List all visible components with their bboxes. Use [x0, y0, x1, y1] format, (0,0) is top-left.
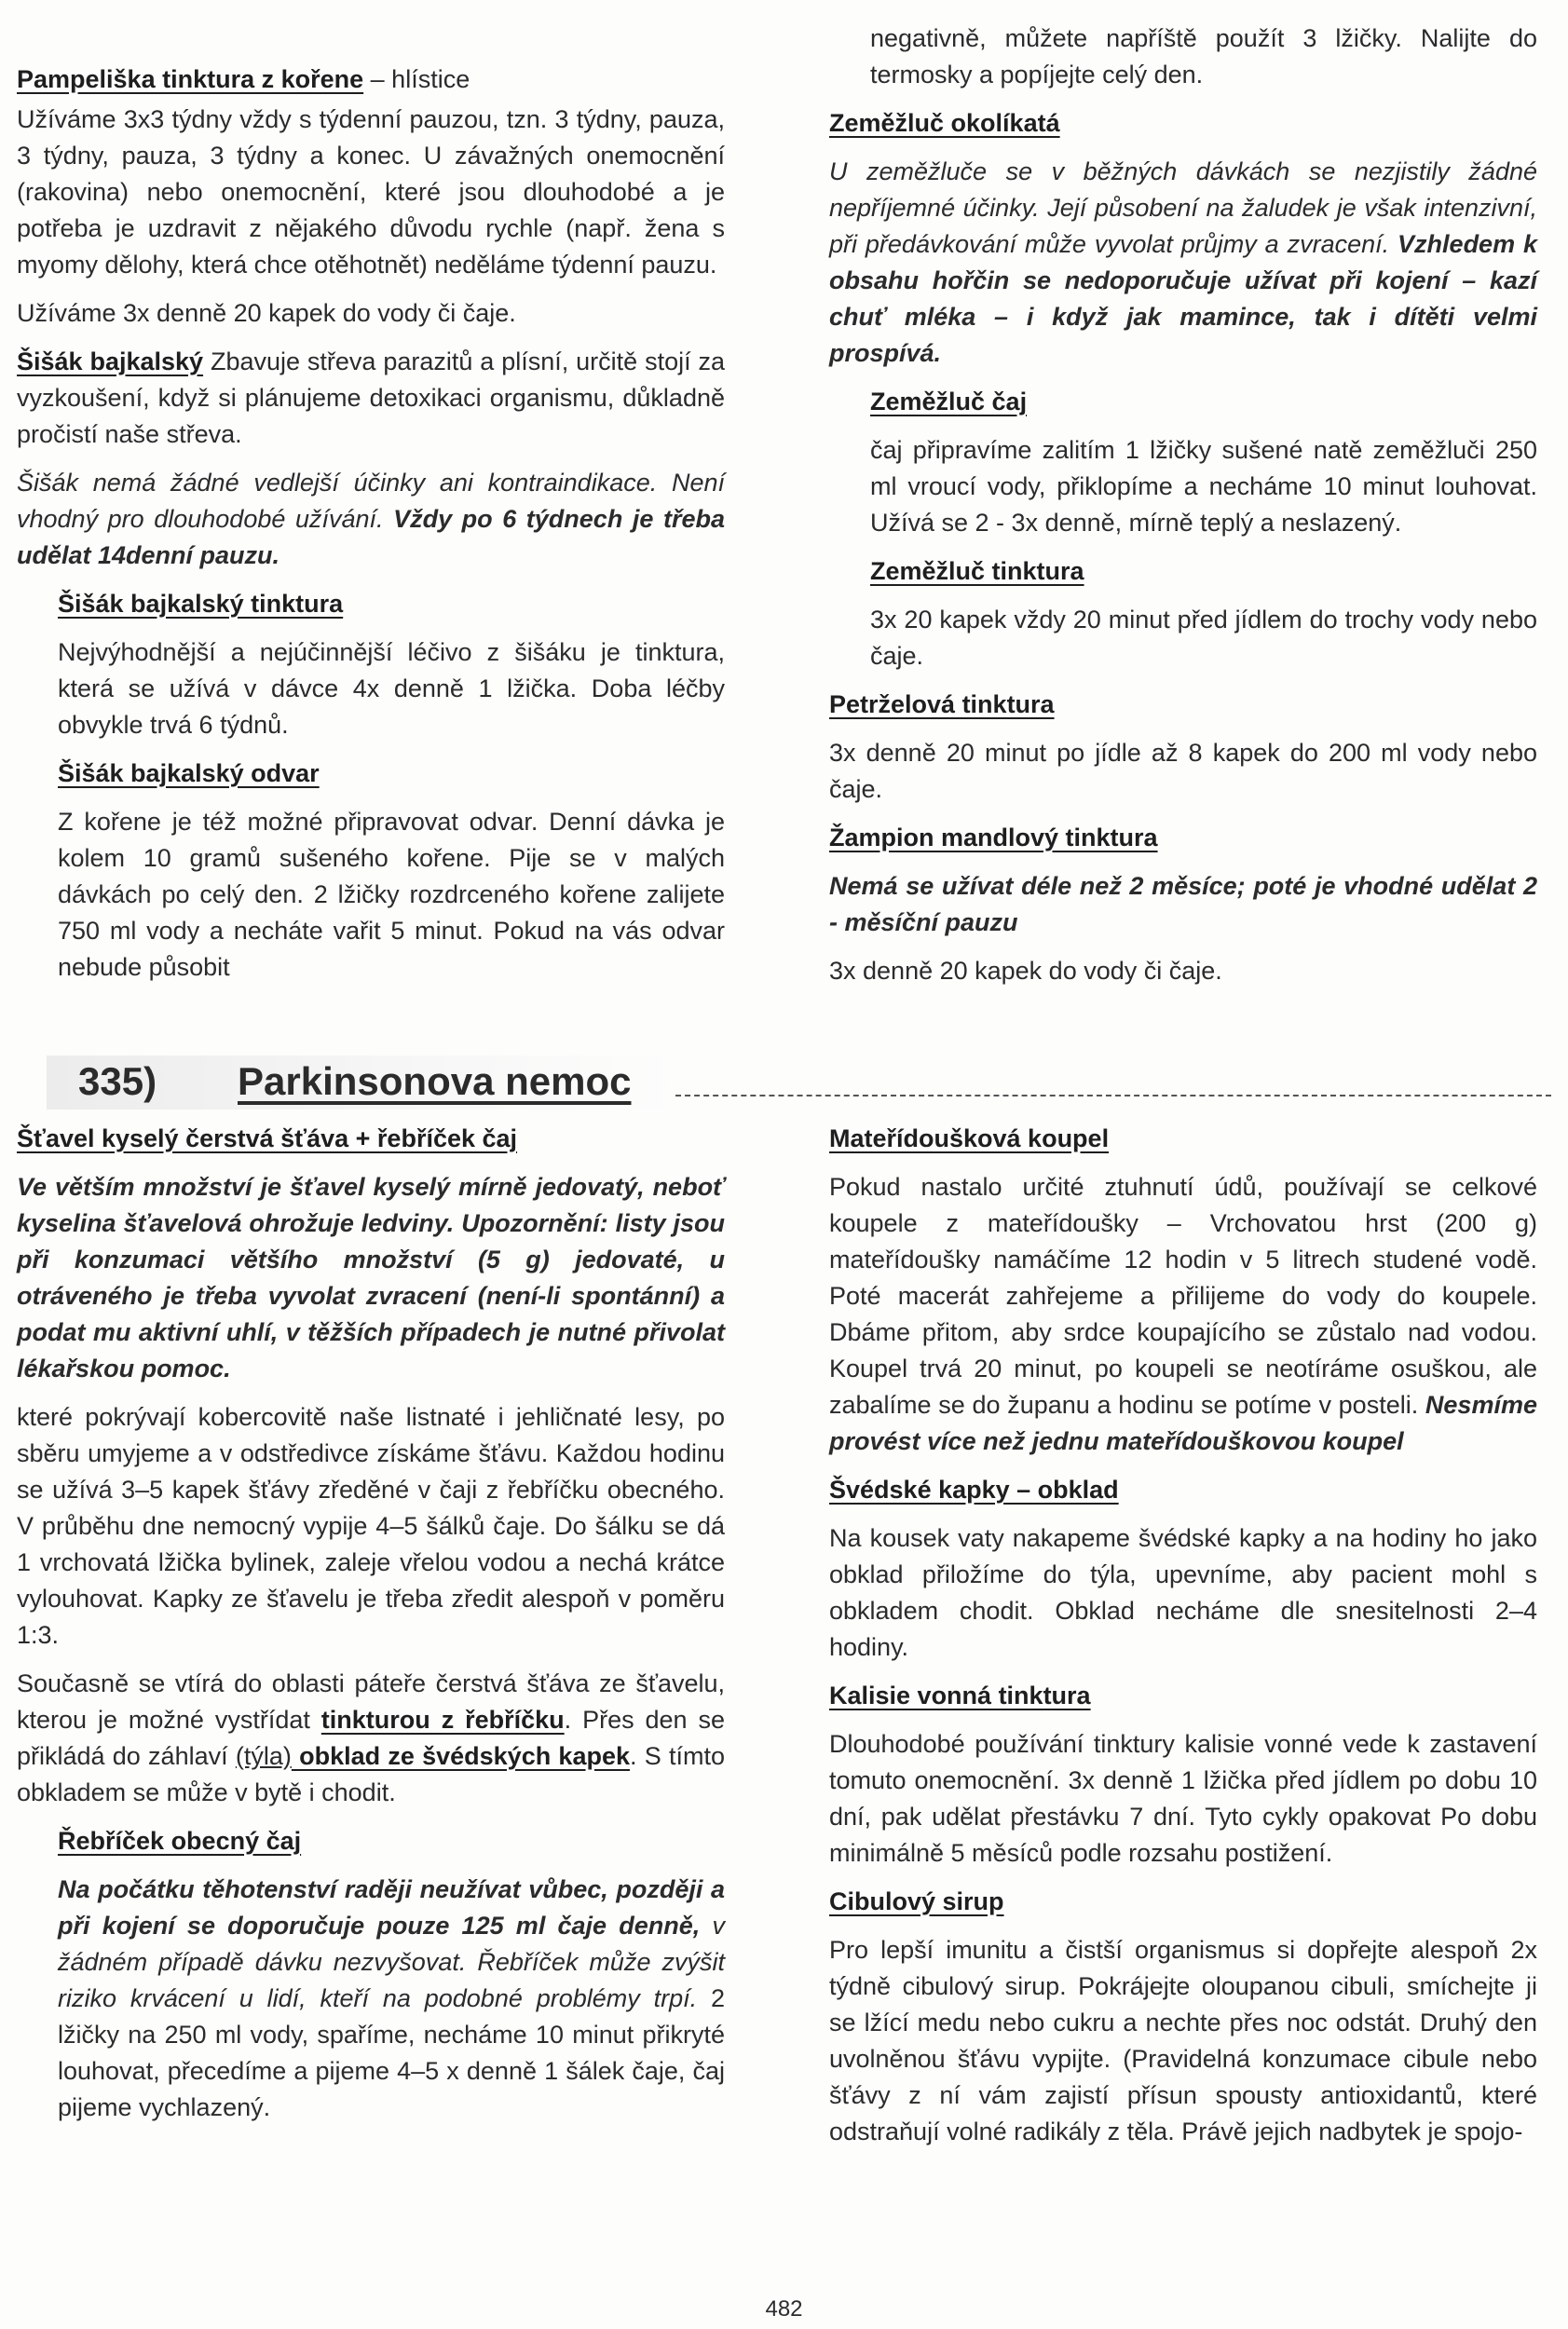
- zemezluc-bold-italic: Vzhledem k obsahu hořčin se nedoporučuje užívat při kojení – kazí chuť mléka – i když jak mamince, tak i dítěti velmi prospívá.: [829, 230, 1537, 367]
- rebricek-heading: Řebříček obecný čaj: [58, 1827, 302, 1855]
- stavel-paragraph-2: [17, 1666, 725, 1811]
- sisak-text: Zbavuje střeva parazitů a plísní, určitě stojí za vyzkoušení, když si plánujeme detoxikaci organismu, důkladně pročistí naše střeva.: [17, 347, 725, 448]
- materidouska-text: Pokud nastalo určité ztuhnutí údů, používají se celkové koupele z mateřídoušky – Vrchovatou hrst (200 g) mateřídoušky namáčíme 12 hodin v 5 litrech studené vodě. Poté macerát zahřejeme a přilijeme do vody do koupele. Dbáme přitom, aby srdce koupajícího se zůstalo nad vodou. Koupel trvá 20 minut, po koupeli se neotíráme osuškou, ale zabalíme se do županu a hodinu se potíme v posteli.: [829, 1173, 1537, 1419]
- zemezluc-italic: U zeměžluče se v běžných dávkách se nezjistily žádné nepříjemné účinky. Její působení na žaludek je však intenzivní, při předávkování může vyvolat průjmy a zvracení.: [829, 157, 1537, 258]
- page-number: 482: [765, 2296, 803, 2322]
- sisak-heading: Šišák bajkalský: [17, 347, 204, 375]
- zemezluc-tinktura-heading: Zeměžluč tinktura: [870, 557, 1084, 585]
- pampeliska-heading: Pampeliška tinktura z kořene: [17, 65, 364, 93]
- rebricek-paragraph: [58, 1872, 725, 2126]
- sisak-odvar-text: Z kořene je též možné připravovat odvar. Denní dávka je kolem 10 gramů sušeného kořene. Pije se v malých dávkách po celý den. 2 lžičky rozdrceného kořene zalijete 750 ml vody a necháte vařit 5 minut. Pokud na vás odvar nebude působit: [58, 808, 725, 981]
- chapter-number: 335): [78, 1059, 157, 1103]
- continuation-text: negativně, můžete napříště použít 3 lžičky. Nalijte do termosky a popíjejte celý den.: [870, 24, 1537, 89]
- stavel-p2-a: Současně se vtírá do oblasti páteře čerstvá šťáva ze šťavelu, kterou je možné vystřídat: [17, 1669, 725, 1734]
- stavel-paragraph-1: které pokrývají kobercovitě naše listnaté i jehličnaté lesy, po sběru umyjeme a v odstředivce získáme šťávu. Každou hodinu se užívá 3–5 kapek šťávy zředěné v čaji z řebříčku obecného. V průběhu dne nemocný vypije 4–5 šálků čaje. Do šálku se dá 1 vrchovatá lžička bylinek, zaleje vřelou vodou a nechá krátce vylouhovat. Kapky ze šťavelu je třeba zředit alespoň v poměru 1:3.: [17, 1403, 725, 1649]
- pampeliska-paragraph-2: Užíváme 3x denně 20 kapek do vody či čaje.: [17, 299, 516, 327]
- pampeliska-suffix: – hlístice: [363, 65, 470, 93]
- rebricek-italic: v žádném případě dávku nezvyšovat. Řebříček může zvýšit riziko krvácení u lidí, kteří na podobné problémy trpí.: [58, 1912, 725, 2012]
- top-left-column: [17, 61, 725, 998]
- rebricek-text: 2 lžičky na 250 ml vody, spaříme, necháme 10 minut přikryté louhovat, přecedíme a pijeme 4–5 x denně 1 šálek čaje, čaj pijeme vychlazený.: [58, 1984, 725, 2121]
- bottom-left-column: [17, 1121, 725, 2138]
- cibulovy-heading: Cibulový sirup: [829, 1887, 1004, 1915]
- zemezluc-warning: [829, 154, 1537, 372]
- rebricek-section: [58, 1823, 725, 2126]
- svedske-kapky-link: obklad ze švédských kapek: [291, 1742, 630, 1770]
- rebricek-tinktura-link: tinkturou z řebříčku: [320, 1706, 565, 1734]
- zemezluc-caj-text: čaj připravíme zalitím 1 lžičky sušené natě zeměžluči 250 ml vroucí vody, přiklopíme a necháme 10 minut louhovat. Užívá se 2 - 3x denně, mírně teplý a neslazený.: [870, 436, 1537, 537]
- materidouska-heading: Mateřídoušková koupel: [829, 1124, 1110, 1152]
- kalisie-text: Dlouhodobé používání tinktury kalisie vonné vede k zastavení tomuto onemocnění. 3x denně 1 lžička před jídlem po dobu 10 dní, pak udělat přestávku 7 dní. Tyto cykly opakovat Po dobu minimálně 5 měsíců podle rozsahu postižení.: [829, 1730, 1537, 1867]
- bottom-right-column: [829, 1121, 1537, 2162]
- materidouska-paragraph: [829, 1169, 1537, 1460]
- zampion-heading: Žampion mandlový tinktura: [829, 824, 1158, 851]
- sisak-odvar-heading: Šišák bajkalský odvar: [58, 759, 320, 787]
- zemezluc-caj-heading: Zeměžluč čaj: [870, 388, 1028, 415]
- chapter-title: Parkinsonova nemoc: [238, 1059, 632, 1103]
- zampion-text: 3x denně 20 kapek do vody či čaje.: [829, 957, 1222, 985]
- kalisie-heading: Kalisie vonná tinktura: [829, 1682, 1091, 1709]
- stavel-p2-tyla: (týla): [235, 1742, 292, 1770]
- sisak-italic: Šišák nemá žádné vedlejší účinky ani kontraindikace. Není vhodný pro dlouhodobé užívání.: [17, 469, 725, 533]
- stavel-warning: Ve větším množství je šťavel kyselý mírně jedovatý, neboť kyselina šťavelová ohrožuje ledviny. Upozornění: listy jsou při konzumaci většího množství (5 g) jedovaté, u otráveného je třeba vyvolat zvracení (není-li spontánní) a podat mu aktivní uhlí, v těžších případech je nutné přivolat lékařskou pomoc.: [17, 1173, 725, 1382]
- zemezluc-heading: Zeměžluč okolíkatá: [829, 109, 1060, 137]
- stavel-heading: Šťavel kyselý čerstvá šťáva + řebříček čaj: [17, 1124, 518, 1152]
- stavel-p2-c: . S tímto obkladem se může v bytě i chodit.: [17, 1742, 725, 1806]
- rebricek-bold-italic: Na počátku těhotenství raději neužívat vůbec, později a při kojení se doporučuje pouze 125 ml čaje denně,: [58, 1875, 725, 1940]
- petrzel-text: 3x denně 20 minut po jídle až 8 kapek do 200 ml vody nebo čaje.: [829, 739, 1537, 803]
- top-right-column: [829, 20, 1537, 1001]
- zemezluc-subsections: [870, 384, 1537, 674]
- sisak-tinktura-heading: Šišák bajkalský tinktura: [58, 590, 344, 618]
- svedske-text: Na kousek vaty nakapeme švédské kapky a na hodiny ho jako obklad přiložíme do týla, upevníme, aby pacient mohl s obkladem chodit. Obklad necháme dle snesitelnosti 2–4 hodiny.: [829, 1524, 1537, 1661]
- zampion-warning: Nemá se užívat déle než 2 měsíce; poté je vhodné udělat 2 - měsíční pauzu: [829, 872, 1537, 936]
- sisak-bold-italic: Vždy po 6 týdnech je třeba udělat 14denní pauzu.: [17, 505, 725, 569]
- svedske-heading: Švédské kapky – obklad: [829, 1476, 1119, 1504]
- sisak-tinktura-text: Nejvýhodnější a nejúčinnější léčivo z šišáku je tinktura, která se užívá v dávce 4x denně 1 lžička. Doba léčby obvykle trvá 6 týdnů.: [58, 638, 725, 739]
- chapter-dashed-rule: [675, 1095, 1551, 1096]
- sisak-tinktura-section: [58, 586, 725, 986]
- stavel-p2-b: . Přes den se přikládá do záhlaví: [17, 1706, 726, 1770]
- sisak-paragraph: [17, 344, 725, 453]
- cibulovy-text: Pro lepší imunitu a čistší organismus si dopřejte alespoň 2x týdně cibulový sirup. Pokrájejte oloupanou cibuli, smíchejte ji se lžící medu nebo cukru a nechte přes noc odstát. Druhý den uvolněnou šťávu vypijte. (Pravidelná konzumace cibule nebo šťávy z ní vám zajistí přísun spousty antioxidantů, které odstraňují volné radikály z těla. Právě jejich nadbytek je spojo-: [829, 1936, 1537, 2145]
- materidouska-bold-italic: Nesmíme provést více než jednu mateřídouškovou koupel: [829, 1391, 1537, 1455]
- zemezluc-tinktura-text: 3x 20 kapek vždy 20 minut před jídlem do trochy vody nebo čaje.: [870, 606, 1537, 670]
- chapter-heading: [47, 1048, 1519, 1123]
- sisak-warning: [17, 465, 725, 574]
- petrzel-heading: Petrželová tinktura: [829, 690, 1055, 718]
- pampeliska-paragraph-1: Užíváme 3x3 týdny vždy s týdenní pauzou, tzn. 3 týdny, pauza, 3 týdny, pauza, 3 týdny a konec. U závažných onemocnění (rakovina) nebo onemocnění, které jsou dlouhodobé a je potřeba je uzdravit z nějakého důvodu rychle (např. žena s myomy dělohy, která chce otěhotnět) neděláme týdenní pauzu.: [17, 105, 725, 279]
- pampeliska-intro: [17, 61, 725, 98]
